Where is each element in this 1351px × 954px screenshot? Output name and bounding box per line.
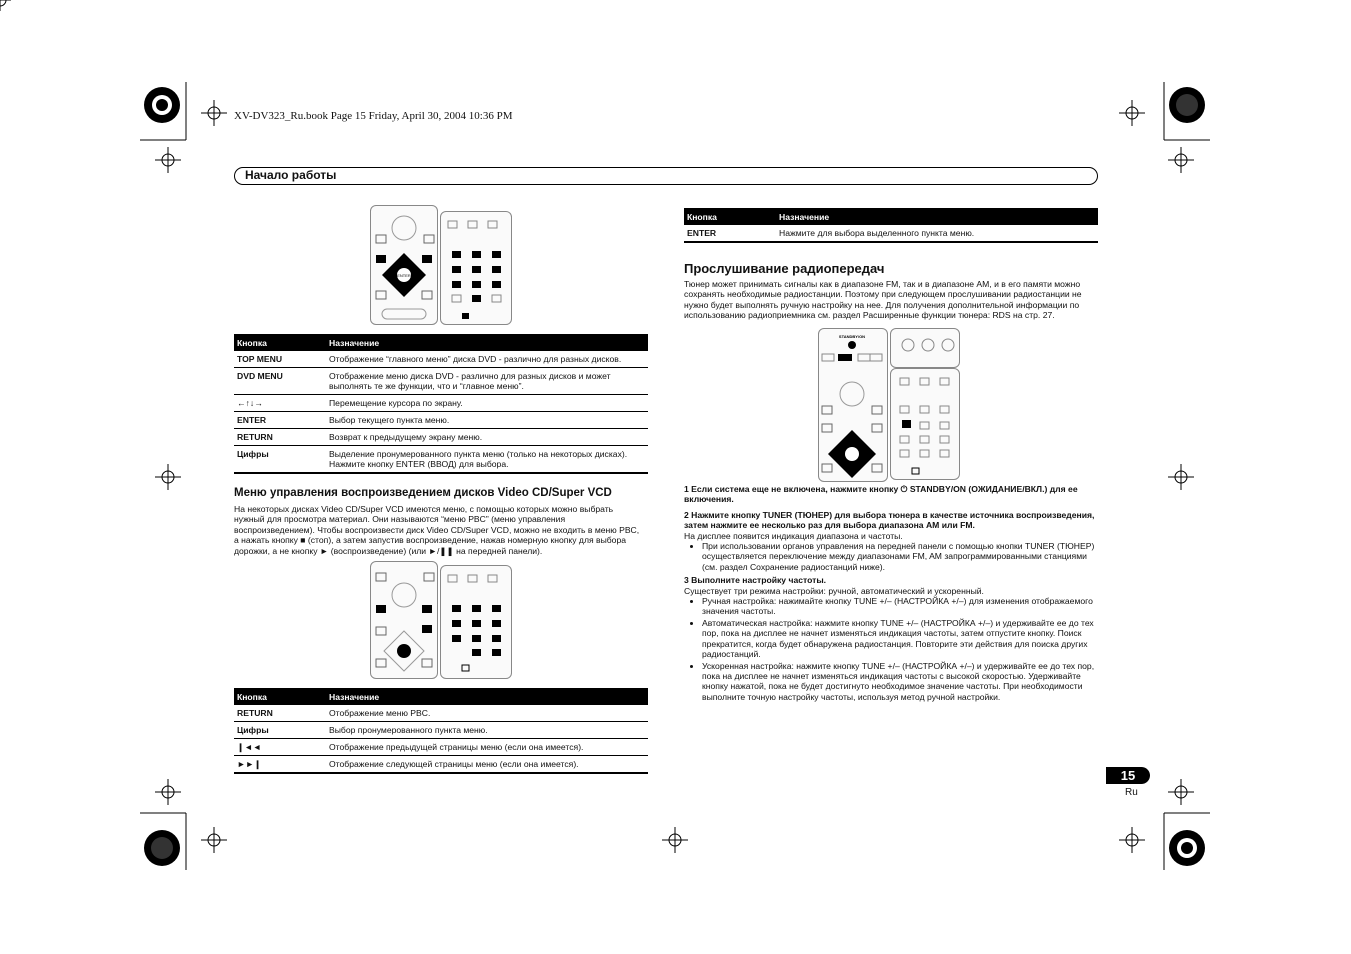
vcd-heading: Меню управления воспроизведением дисков Video CD/Super VCD: [234, 487, 612, 499]
step-2-bullet: • При использовании органов управления на передней панели с помощью кнопки TUNER (ТЮНЕР) осуществляется переключение между диапазонами FM, AM запрограммированными станциями (см. раздел Сохранение радиостанций ниже).: [702, 541, 1098, 572]
table-row: ❙◄◄ Отображение предыдущей страницы меню (если она имеется).: [234, 739, 648, 756]
section-title-bar: [234, 167, 1098, 185]
remote-illustration-dvd: [368, 205, 514, 325]
radio-heading: Прослушивание радиопередач: [684, 261, 885, 276]
table-row: Цифры Выбор пронумерованного пункта меню.: [234, 722, 648, 739]
table-row: ►►❙ Отображение следующей страницы меню (если она имеется).: [234, 756, 648, 774]
language-label: Ru: [1125, 787, 1138, 798]
table-header-key: Кнопка: [684, 208, 776, 225]
table-row: RETURN Возврат к предыдущему экрану меню.: [234, 429, 648, 446]
table-header-value: Назначение: [326, 334, 648, 351]
table-row: RETURN Отображение меню PBC.: [234, 705, 648, 722]
table-row: ENTER Выбор текущего пункта меню.: [234, 412, 648, 429]
page-number: 15: [1106, 767, 1150, 784]
table-row: Цифры Выделение пронумерованного пункта меню (только на некоторых дисках). Нажмите кнопку ENTER (ВВОД) для выбора.: [234, 446, 648, 474]
table-row: ENTER Нажмите для выбора выделенного пункта меню.: [684, 225, 1098, 242]
remote-standby-label: STANDBY/ON: [838, 334, 866, 339]
step-1: 1 Если система еще не включена, нажмите кнопку ⏻ STANDBY/ON (ОЖИДАНИЕ/ВКЛ.) для ее включения.: [684, 484, 1078, 505]
step-3-note: Существует три режима настройки: ручной, автоматический и ускоренный.: [684, 585, 984, 596]
radio-intro: Тюнер может принимать сигналы как в диапазоне FM, так и в диапазоне AM, и в его памяти можно сохранять необходимые радиостанции. Поэтому при следующем прослушивании радиостанции не нужно будет выполнять ручную настройку на нее. Для получения дополнительной информации по использованию радиоприемника см. раздел Расширенные функции тюнера: RDS на стр. 27.: [684, 279, 1082, 321]
remote-enter-label: ENTER: [397, 273, 411, 278]
section-title: Начало работы: [245, 168, 337, 182]
table-row: TOP MENU Отображение “главного меню” диска DVD - различно для разных дисков.: [234, 351, 648, 368]
bullet-auto: • Автоматическая настройка: нажмите кнопку TUNE +/– (НАСТРОЙКА +/–) и удерживайте ее до тех пор, пока на дисплее не начнет изменяться индикация частоты, затем отпустите кнопку. Поиск прекратится, когда будет обнаружена радиостанция. Повторите эти действия для поиска других радиостанций.: [702, 618, 1098, 660]
table-vcd-buttons: [234, 688, 648, 774]
table-header-key: Кнопка: [234, 688, 326, 705]
step-2-note: На дисплее появится индикация диапазона и частоты.: [684, 530, 903, 541]
step-2: 2 Нажмите кнопку TUNER (ТЮНЕР) для выбора тюнера в качестве источника воспроизведения, затем нажмите ее несколько раз для выбора диапазона AM или FM.: [684, 509, 1095, 531]
steps-block: [684, 484, 1098, 703]
bullet-manual: • Ручная настройка: нажимайте кнопку TUNE +/– (НАСТРОЙКА +/–) для изменения отображаемого значения частоты.: [702, 596, 1098, 617]
remote-illustration-vcd: [368, 561, 514, 681]
table-header-key: Кнопка: [234, 334, 326, 351]
table-row: ←↑↓→ Перемещение курсора по экрану.: [234, 395, 648, 412]
table-header-value: Назначение: [776, 208, 1098, 225]
file-header: XV-DV323_Ru.book Page 15 Friday, April 30, 2004 10:36 PM: [234, 110, 513, 122]
step-3: 3 Выполните настройку частоты.: [684, 575, 827, 586]
table-enter: [684, 208, 1098, 243]
bullet-fast: • Ускоренная настройка: нажмите кнопку TUNE +/– (НАСТРОЙКА +/–) и удерживайте ее до тех пор, пока на дисплее не начнет изменяться индикация частоты с высокой скоростью. Удерживайте кнопку нажатой, пока не будет достигнуто необходимое значение частоты. При необходимости выполните точную настройку частоты, используя метод ручной настройки.: [702, 661, 1098, 703]
vcd-paragraph: На некоторых дисках Video CD/Super VCD имеются меню, с помощью которых можно выбрать нужный для просмотра материал. Они называются “меню PBC” (меню управления воспроизведением). Чтобы воспроизвести диск Video CD/Super VCD, можно не входить в меню PBC, а нажать кнопку ■ (стоп), а затем запустив воспроизведение, нажав номерную кнопку для выбора дорожки, а не кнопку ► (воспроизведение) (или ►/❚❚ на передней панели).: [234, 504, 640, 556]
table-header-value: Назначение: [326, 688, 648, 705]
table-dvd-buttons: [234, 334, 648, 474]
remote-illustration-tuner: [816, 326, 962, 482]
table-row: DVD MENU Отображение меню диска DVD - различно для разных дисков и может выполнять те же функции, что и “главное меню”.: [234, 368, 648, 395]
